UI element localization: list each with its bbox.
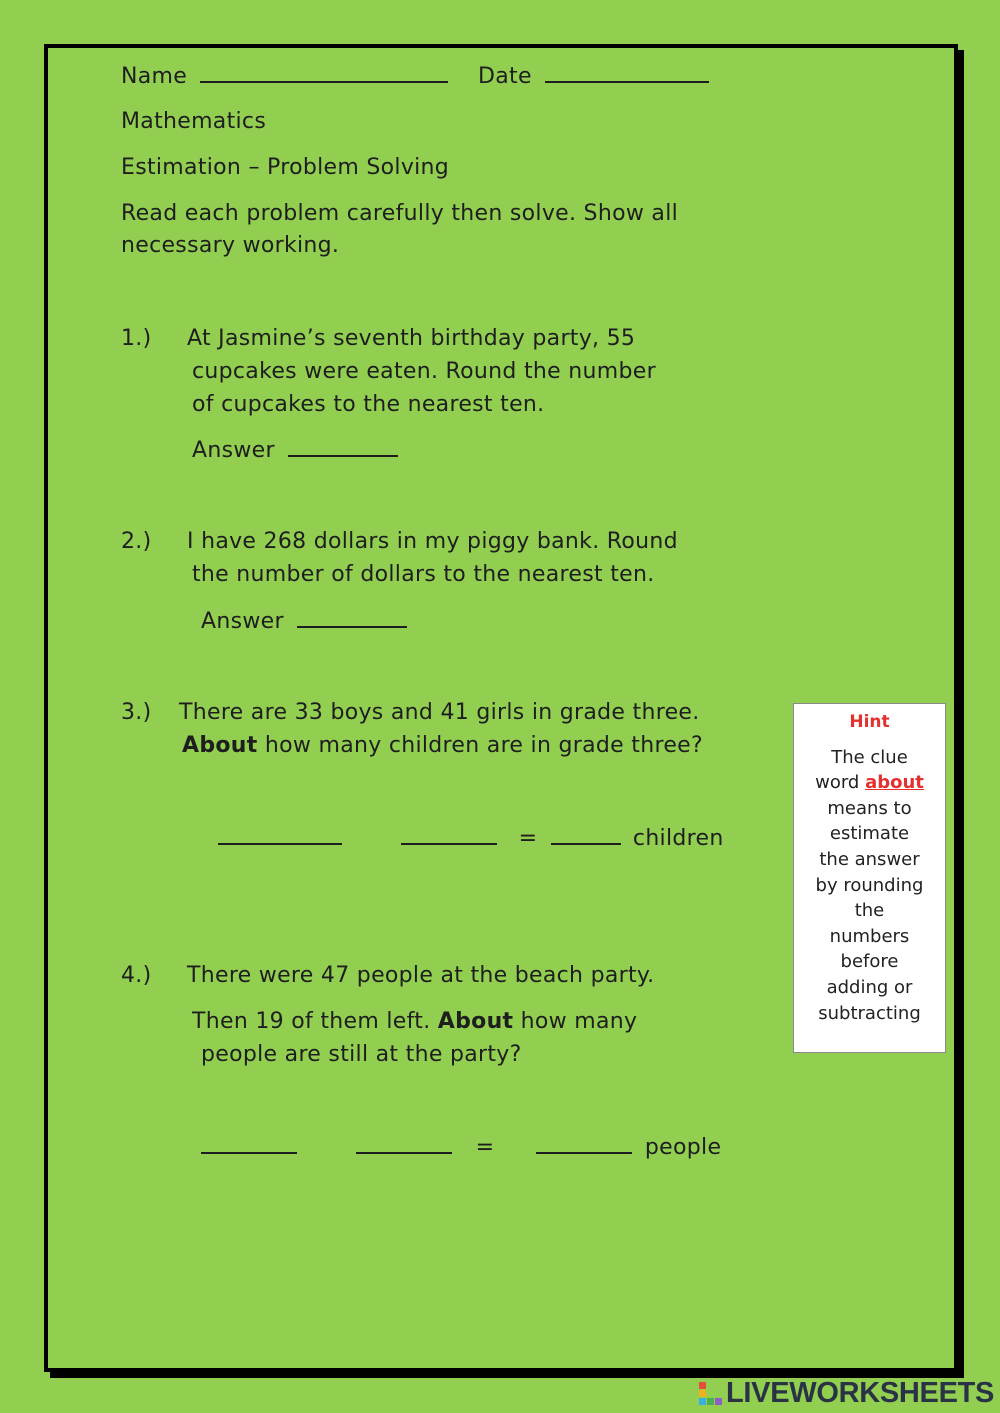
q3-equals-sign: = — [518, 826, 538, 851]
hint-line: subtracting — [818, 1002, 921, 1024]
name-date-row — [121, 59, 448, 93]
hint-line: numbers — [829, 925, 910, 947]
name-field[interactable] — [200, 59, 448, 83]
q4-keyword: About — [437, 1009, 514, 1034]
q2-text-line-1: I have 268 dollars in my piggy bank. Round — [187, 529, 678, 554]
q2-text-line-2: the number of dollars to the nearest ten. — [192, 562, 655, 587]
q1-text-line-3: of cupcakes to the nearest ten. — [192, 392, 545, 417]
q4-number: 4.) — [121, 963, 152, 988]
q2-answer-label: Answer — [201, 609, 284, 634]
q4-result-field[interactable] — [536, 1130, 632, 1154]
hint-line: estimate — [829, 823, 910, 845]
q3-unit: children — [632, 826, 724, 851]
q3-second-estimate-field[interactable] — [401, 821, 497, 845]
q4-unit: people — [644, 1135, 722, 1160]
date-field[interactable] — [545, 59, 709, 83]
q1-text-line-1: At Jasmine’s seventh birthday party, 55 — [187, 326, 636, 351]
q4-first-estimate-field[interactable] — [201, 1130, 297, 1154]
name-label: Name — [121, 64, 188, 89]
hint-line — [794, 770, 945, 796]
hint-line: by rounding — [815, 874, 924, 896]
q4-second-estimate-field[interactable] — [356, 1130, 452, 1154]
q1-answer-field[interactable] — [288, 433, 398, 457]
q1-text-line-2: cupcakes were eaten. Round the number — [192, 359, 656, 384]
hint-line: the answer — [819, 848, 920, 870]
hint-line: The clue — [831, 746, 908, 768]
subject-title: Mathematics — [121, 109, 267, 134]
q1-answer-row — [192, 433, 398, 467]
hint-title: Hint — [849, 712, 890, 732]
hint-line: adding or — [826, 976, 913, 998]
hint-keyword: about — [865, 772, 924, 794]
q3-result-field[interactable] — [551, 821, 621, 845]
q3-keyword: About — [182, 733, 258, 758]
q3-text-line-1: There are 33 boys and 41 girls in grade three. — [179, 700, 700, 725]
q4-text-line-2-rest: how many — [513, 1009, 638, 1034]
hint-box — [793, 703, 946, 1053]
hint-line: before — [840, 951, 899, 973]
topic-title: Estimation – Problem Solving — [121, 155, 450, 180]
q3-text-line-2-rest: how many children are in grade three? — [257, 733, 703, 758]
q4-text-line-3: people are still at the party? — [201, 1042, 522, 1067]
instructions-line-1: Read each problem carefully then solve. Show all — [121, 201, 679, 226]
liveworksheets-wordmark: LIVEWORKSHEETS — [726, 1377, 995, 1409]
q3-text-line-2 — [182, 729, 703, 762]
q2-answer-field[interactable] — [297, 604, 407, 628]
q3-equation-row — [218, 821, 724, 855]
liveworksheets-logo — [698, 1377, 995, 1409]
date-row — [478, 59, 709, 93]
liveworksheets-logo-icon — [698, 1378, 724, 1408]
q4-equals-sign: = — [475, 1135, 495, 1160]
q3-number: 3.) — [121, 700, 152, 725]
hint-line: the — [854, 900, 885, 922]
hint-line-pre: word — [815, 772, 866, 794]
q3-first-estimate-field[interactable] — [218, 821, 342, 845]
instructions-line-2: necessary working. — [121, 233, 340, 258]
q4-equation-row — [201, 1130, 721, 1164]
q4-text-line-2 — [192, 1005, 637, 1038]
q1-number: 1.) — [121, 326, 152, 351]
q2-number: 2.) — [121, 529, 152, 554]
q2-answer-row — [201, 604, 407, 638]
q4-text-line-1: There were 47 people at the beach party. — [187, 963, 655, 988]
hint-line: means to — [827, 797, 912, 819]
q1-answer-label: Answer — [192, 438, 275, 463]
q4-text-line-2-pre: Then 19 of them left. — [192, 1009, 438, 1034]
date-label: Date — [478, 64, 532, 89]
